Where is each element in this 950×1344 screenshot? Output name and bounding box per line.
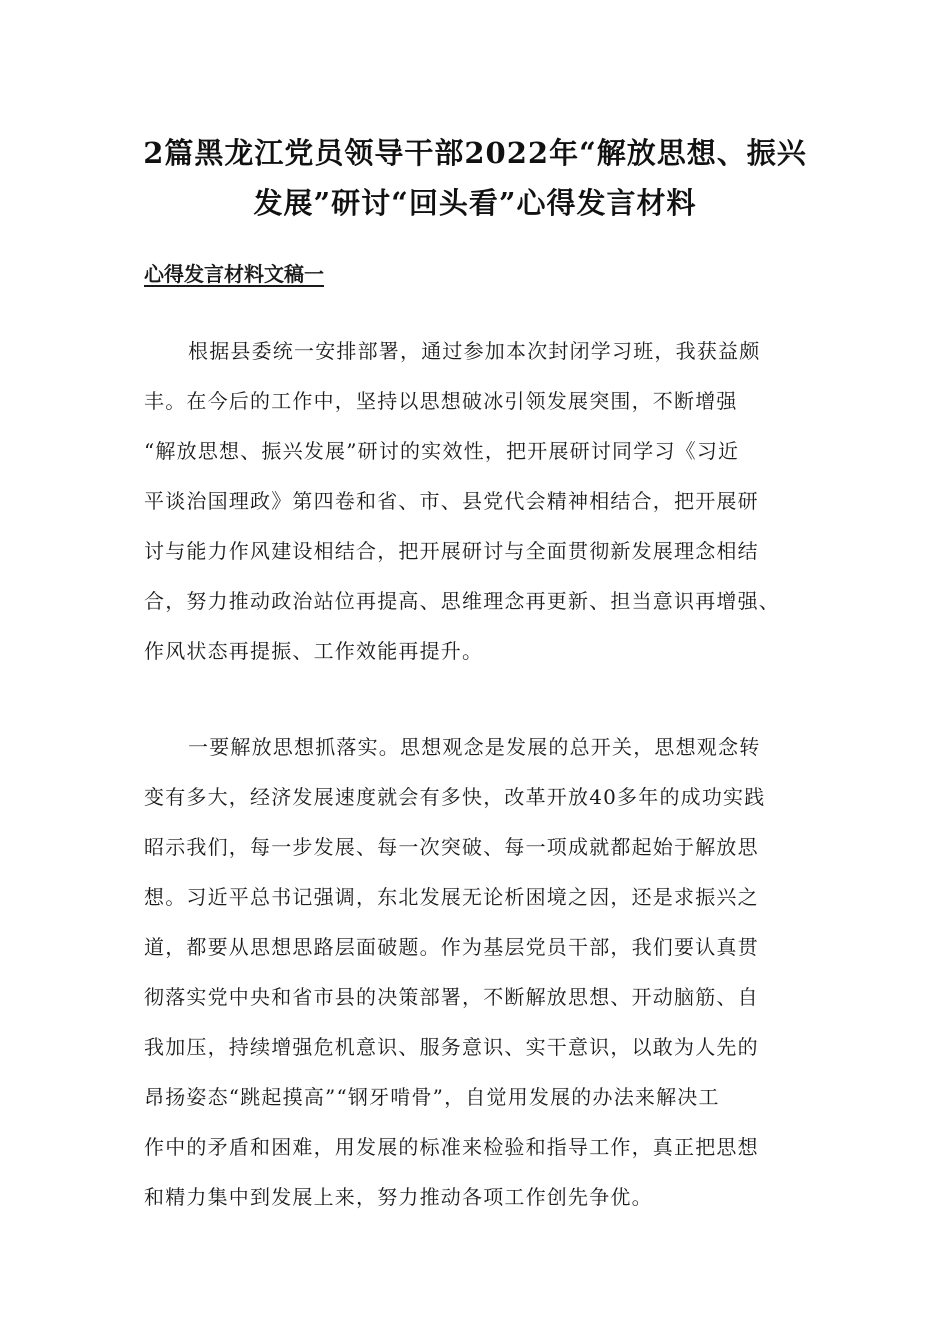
paragraph-line: “解放思想、振兴发展”研讨的实效性，把开展研讨同学习《习近 [144, 439, 740, 463]
paragraph-line: 作中的矛盾和困难，用发展的标准来检验和指导工作，真正把思想 [144, 1135, 759, 1159]
title-line: 发展”研讨“回头看”心得发言材料 [253, 186, 697, 220]
paragraph-line: 和精力集中到发展上来，努力推动各项工作创先争优。 [144, 1185, 653, 1209]
paragraph-line: 彻落实党中央和省市县的决策部署，不断解放思想、开动脑筋、自 [144, 985, 759, 1009]
paragraph-line: 昂扬姿态“跳起摸高”“钢牙啃骨”，自觉用发展的办法来解决工 [144, 1085, 720, 1109]
title-line: 2篇黑龙江党员领导干部2022年“解放思想、振兴 [143, 136, 807, 170]
paragraph-line: 讨与能力作风建设相结合，把开展研讨与全面贯彻新发展理念相结 [144, 539, 759, 563]
document-title [100, 128, 850, 228]
paragraph-line: 一要解放思想抓落实。思想观念是发展的总开关，思想观念转 [188, 735, 761, 759]
paragraph-line: 昭示我们，每一步发展、每一次突破、每一项成就都起始于解放思 [144, 835, 759, 859]
paragraph-line: 平谈治国理政》第四卷和省、市、县党代会精神相结合，把开展研 [144, 489, 759, 513]
paragraph-line: 我加压，持续增强危机意识、服务意识、实干意识，以敢为人先的 [144, 1035, 759, 1059]
paragraph [144, 326, 844, 676]
paragraph-line: 想。习近平总书记强调，东北发展无论析困境之因，还是求振兴之 [144, 885, 759, 909]
paragraph-line: 根据县委统一安排部署，通过参加本次封闭学习班，我获益颇 [188, 339, 761, 363]
paragraph-line: 合，努力推动政治站位再提高、思维理念再更新、担当意识再增强、 [144, 589, 780, 613]
paragraph-line: 变有多大，经济发展速度就会有多快，改革开放40多年的成功实践 [144, 785, 766, 809]
section-subheading: 心得发言材料文稿一 [144, 262, 324, 286]
paragraph [144, 722, 844, 1222]
paragraph-line: 作风状态再提振、工作效能再提升。 [144, 639, 484, 663]
paragraph-line: 丰。在今后的工作中，坚持以思想破冰引领发展突围，不断增强 [144, 389, 738, 413]
paragraph-line: 道，都要从思想思路层面破题。作为基层党员干部，我们要认真贯 [144, 935, 759, 959]
